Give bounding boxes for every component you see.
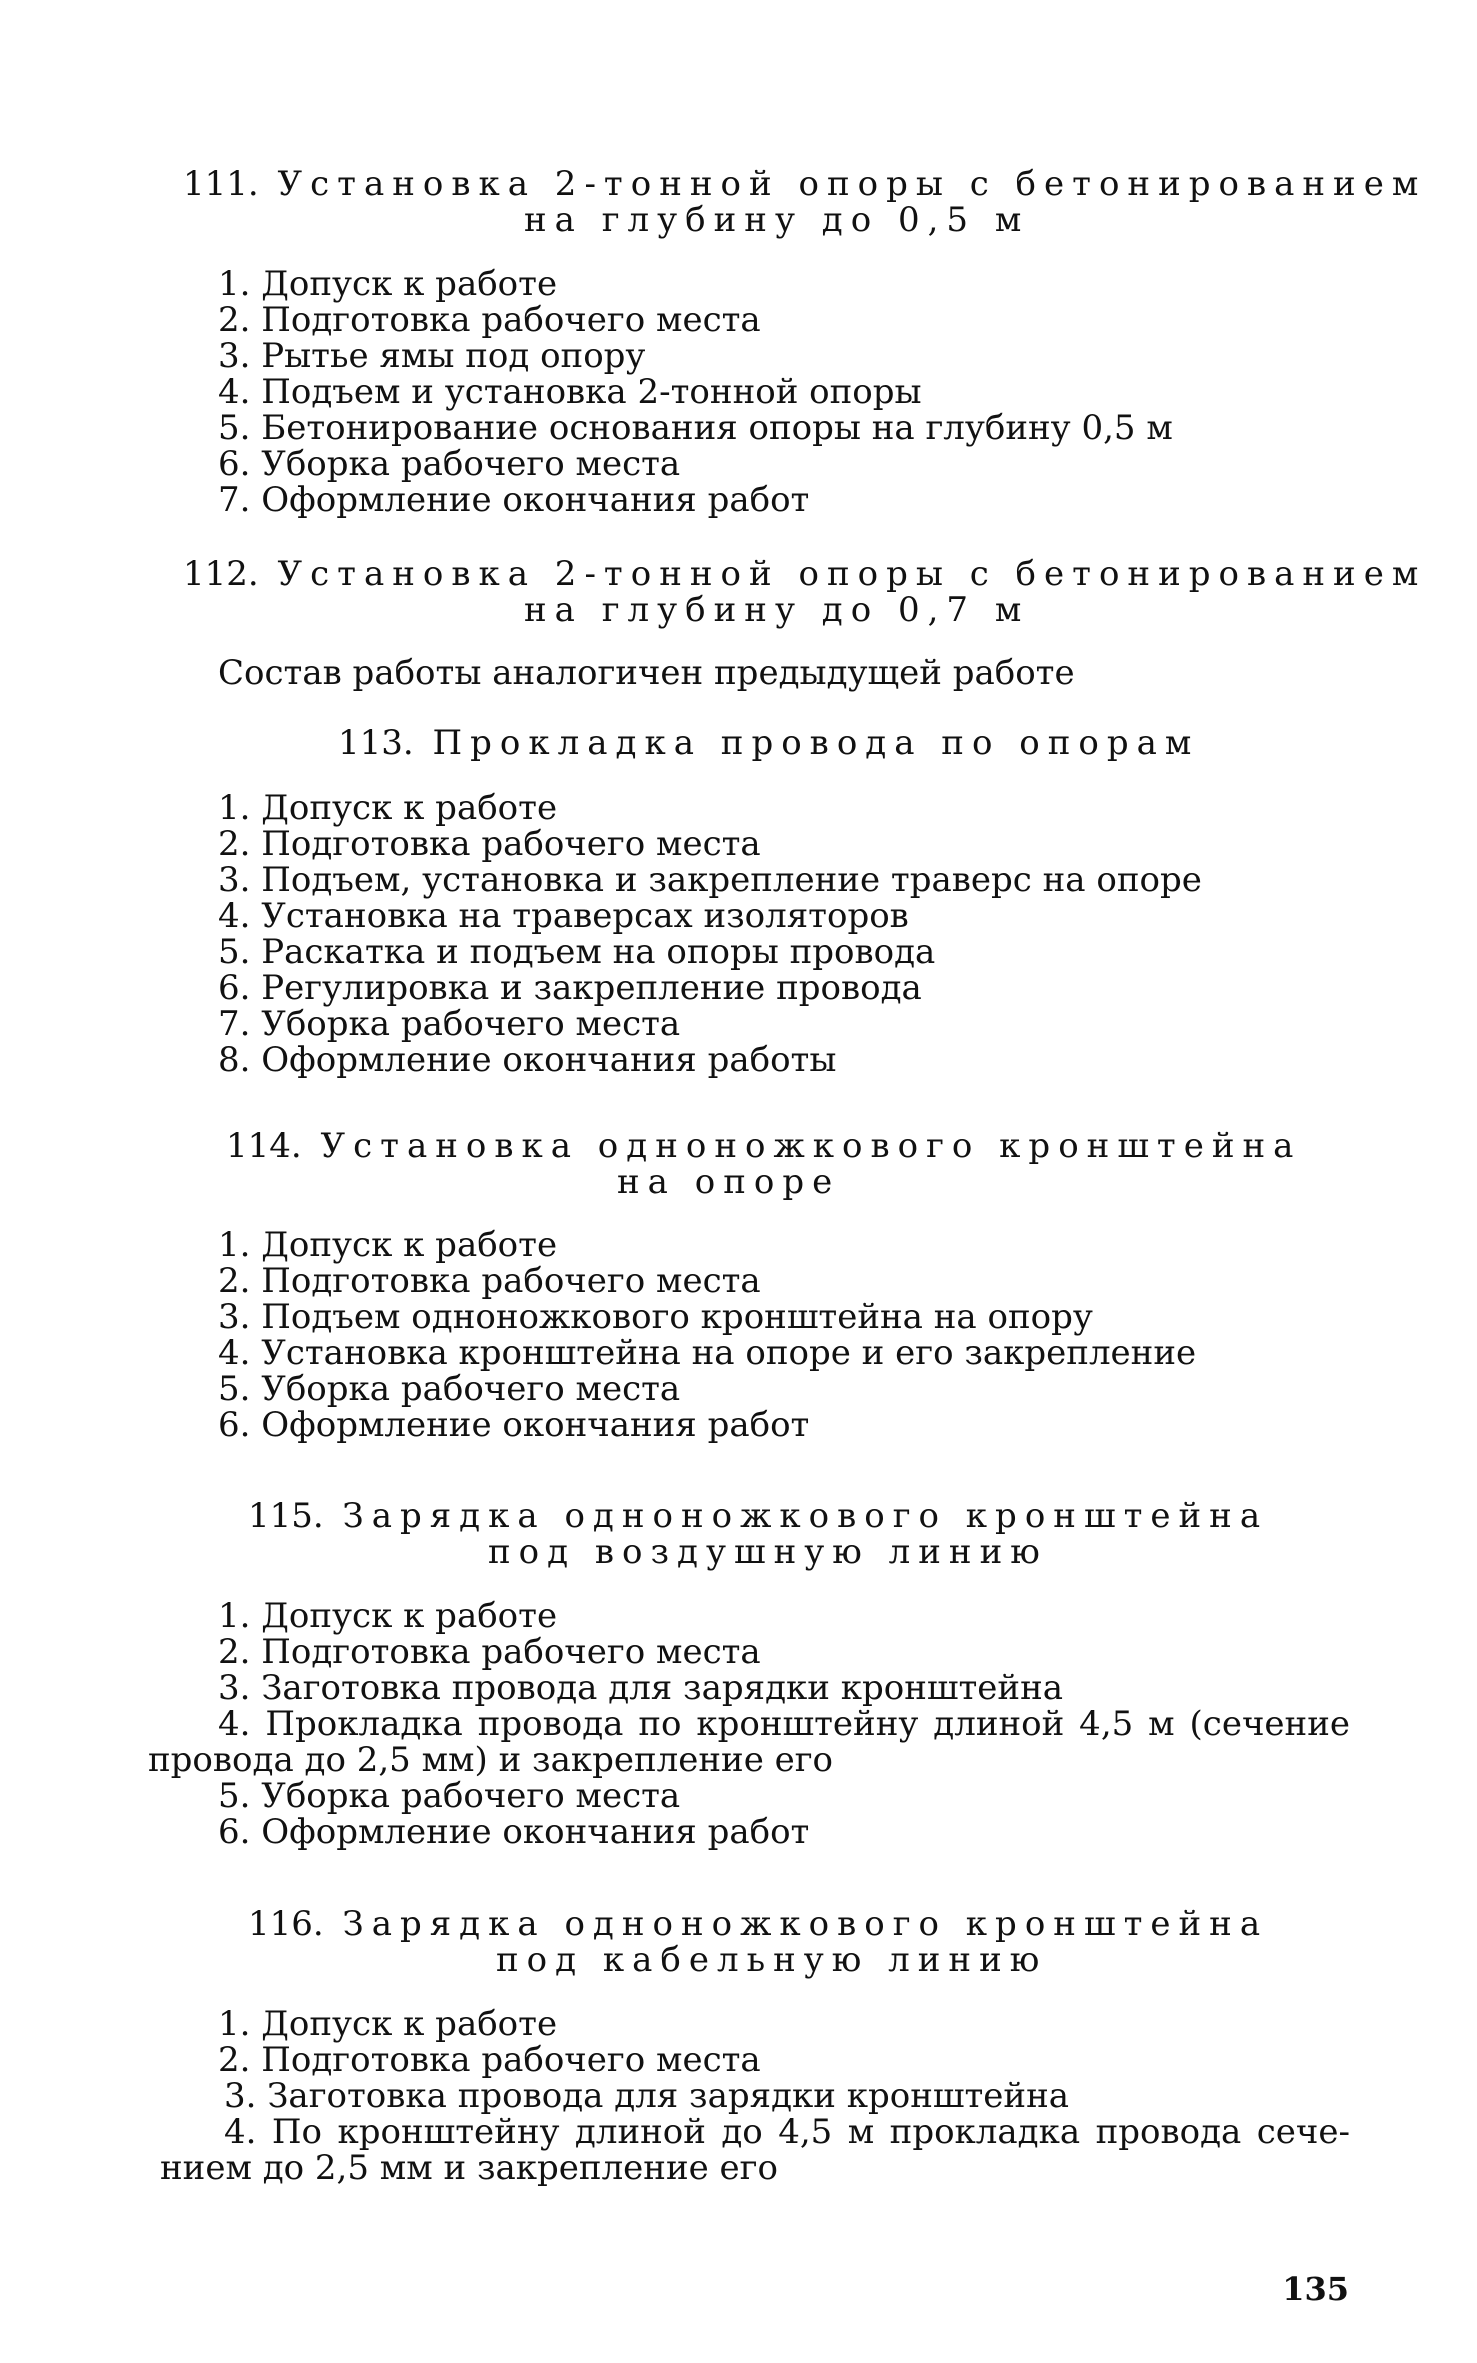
section-115-heading <box>248 1498 1268 1534</box>
list-item: 2. Подготовка рабочего места <box>218 1632 761 1672</box>
section-title: Установка одноножкового кронштейна <box>320 1126 1302 1166</box>
section-112-heading <box>183 556 1426 592</box>
section-number: 112. <box>183 554 259 594</box>
list-item: 5. Бетонирование основания опоры на глубину 0,5 м <box>218 408 1173 448</box>
list-item-continuation: провода до 2,5 мм) и закрепление его <box>148 1740 834 1780</box>
list-item: 1. Допуск к работе <box>218 1596 558 1636</box>
section-title: Зарядка одноножкового кронштейна <box>342 1496 1269 1536</box>
list-item: 7. Оформление окончания работ <box>218 480 810 520</box>
list-item: 2. Подготовка рабочего места <box>218 2040 761 2080</box>
section-112-subtitle: на глубину до 0,7 м <box>524 590 1030 630</box>
list-item: 2. Подготовка рабочего места <box>218 1261 761 1301</box>
list-item: 4. Установка кронштейна на опоре и его закрепление <box>218 1333 1197 1373</box>
section-title: Установка 2-тонной опоры с бетонированием <box>277 554 1427 594</box>
section-114-subtitle: на опоре <box>617 1162 841 1202</box>
section-number: 113. <box>338 723 414 763</box>
list-item-continuation: нием до 2,5 мм и закрепление его <box>160 2148 778 2188</box>
section-116-subtitle: под кабельную линию <box>496 1940 1048 1980</box>
page-number: 135 <box>1282 2270 1349 2308</box>
section-number: 111. <box>183 164 259 204</box>
section-title: Зарядка одноножкового кронштейна <box>342 1904 1269 1944</box>
list-item: 8. Оформление окончания работы <box>218 1040 837 1080</box>
list-item: 5. Уборка рабочего места <box>218 1369 681 1409</box>
list-item: 3. Подъем, установка и закрепление траверс на опоре <box>218 860 1202 900</box>
section-113-heading <box>338 725 1199 761</box>
list-item: 5. Уборка рабочего места <box>218 1776 681 1816</box>
list-item: 1. Допуск к работе <box>218 264 558 304</box>
section-111-heading <box>183 166 1426 202</box>
list-item: 1. Допуск к работе <box>218 788 558 828</box>
list-item: 3. Заготовка провода для зарядки кронштейна <box>218 1668 1064 1708</box>
list-item: 1. Допуск к работе <box>218 1225 558 1265</box>
list-item: 6. Уборка рабочего места <box>218 444 681 484</box>
list-item: 5. Раскатка и подъем на опоры провода <box>218 932 936 972</box>
section-115-subtitle: под воздушную линию <box>488 1532 1048 1572</box>
list-item: 7. Уборка рабочего места <box>218 1004 681 1044</box>
section-111-subtitle: на глубину до 0,5 м <box>524 200 1030 240</box>
list-item: 3. Заготовка провода для зарядки кронштейна <box>224 2076 1070 2116</box>
list-item: 6. Регулировка и закрепление провода <box>218 968 922 1008</box>
section-number: 114. <box>226 1126 302 1166</box>
section-number: 115. <box>248 1496 324 1536</box>
section-116-heading <box>248 1906 1268 1942</box>
list-item: 4. Прокладка провода по кронштейну длиной 4,5 м (сечение <box>218 1704 1350 1744</box>
list-item: 6. Оформление окончания работ <box>218 1405 810 1445</box>
list-item: 4. Установка на траверсах изоляторов <box>218 896 909 936</box>
list-item: 2. Подготовка рабочего места <box>218 824 761 864</box>
section-114-heading <box>226 1128 1301 1164</box>
section-title: Установка 2-тонной опоры с бетонированием <box>277 164 1427 204</box>
list-item: 3. Подъем одноножкового кронштейна на опору <box>218 1297 1093 1337</box>
list-item: 4. Подъем и установка 2-тонной опоры <box>218 372 922 412</box>
list-item: 6. Оформление окончания работ <box>218 1812 810 1852</box>
list-item: 4. По кронштейну длиной до 4,5 м прокладка провода сече- <box>224 2112 1350 2152</box>
list-item: 3. Рытье ямы под опору <box>218 336 646 376</box>
section-title: Прокладка провода по опорам <box>432 723 1200 763</box>
section-note: Состав работы аналогичен предыдущей работе <box>218 653 1075 693</box>
section-number: 116. <box>248 1904 324 1944</box>
list-item: 2. Подготовка рабочего места <box>218 300 761 340</box>
list-item: 1. Допуск к работе <box>218 2004 558 2044</box>
